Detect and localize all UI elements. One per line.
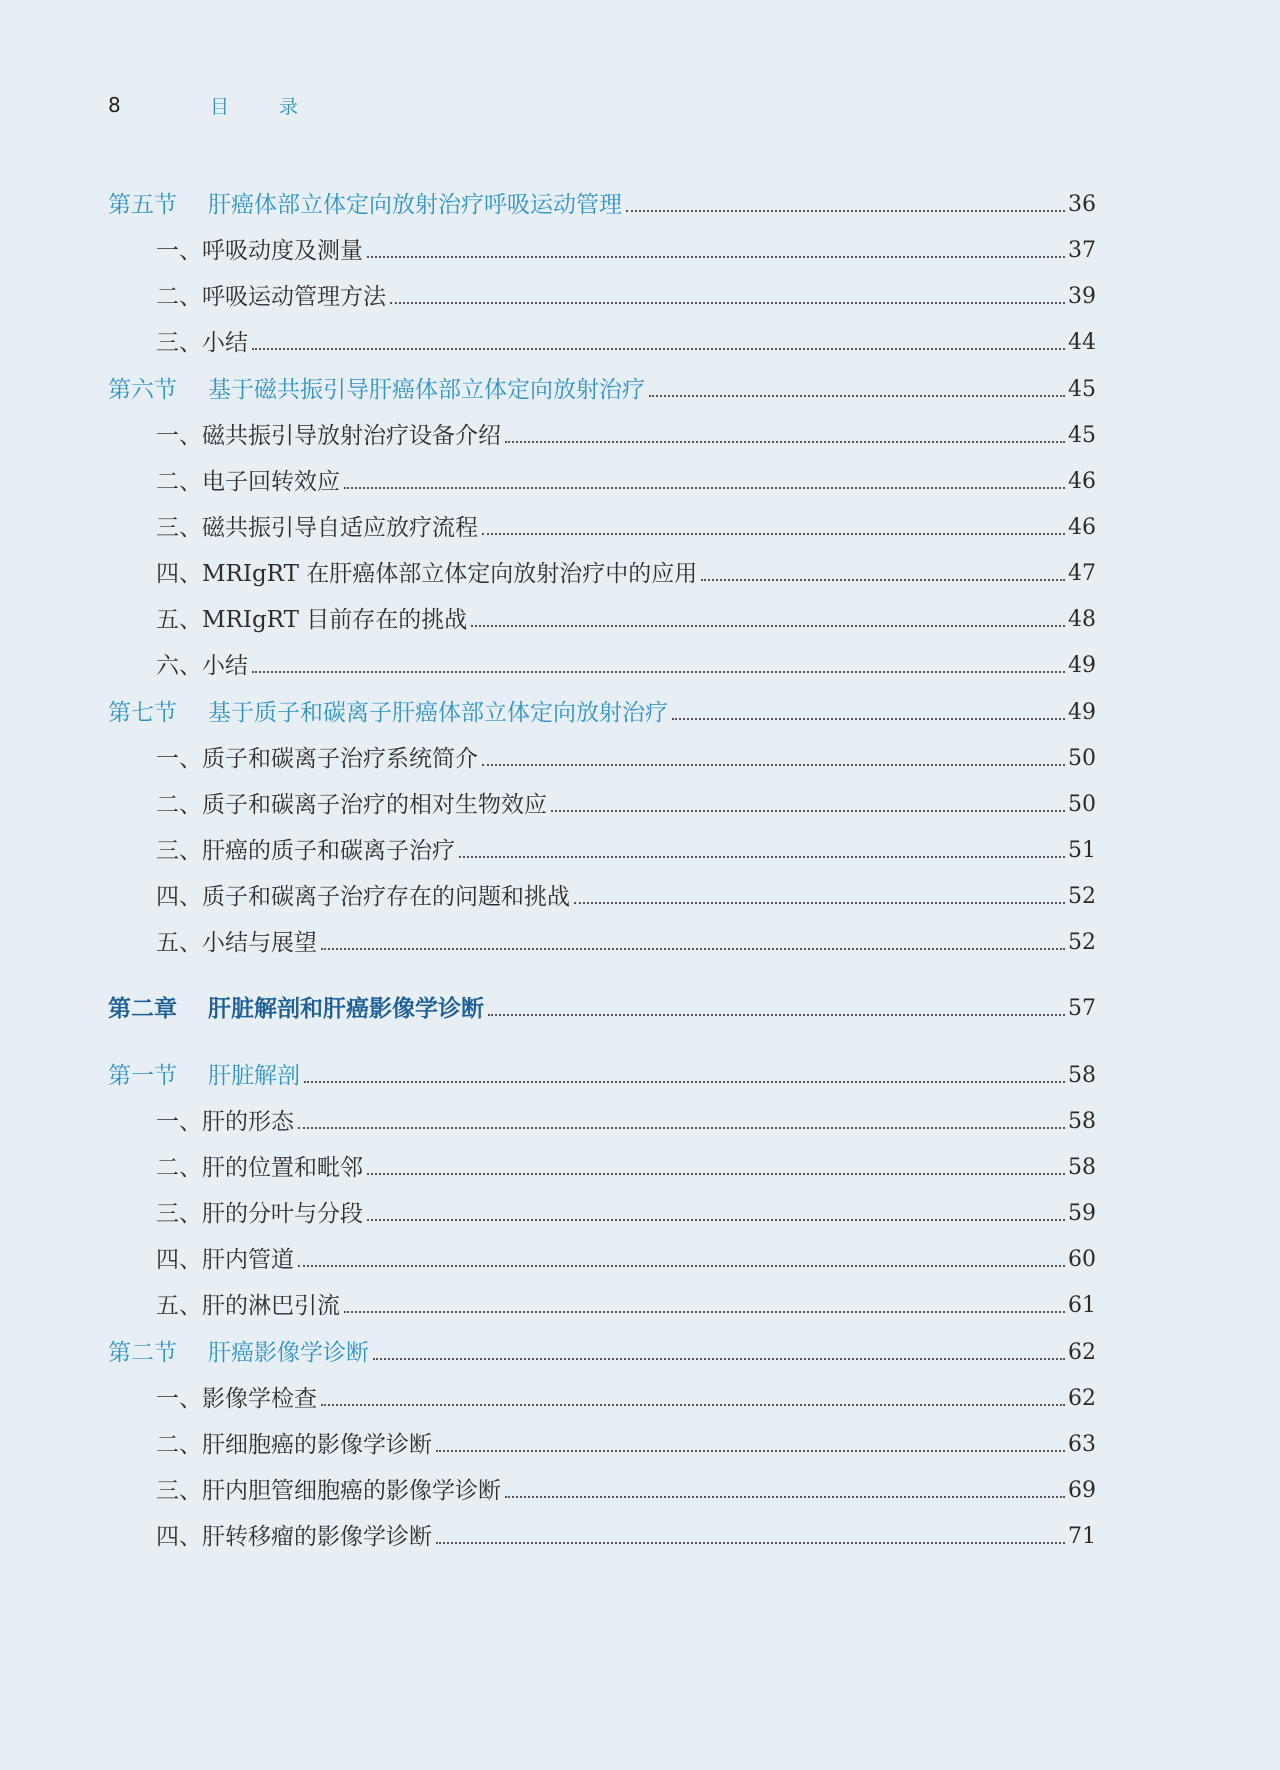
toc-entry-title bbox=[108, 1245, 294, 1275]
toc-page-number: 52 bbox=[1068, 884, 1096, 909]
toc-entry-title bbox=[108, 1199, 363, 1229]
toc-page-number: 58 bbox=[1068, 1109, 1096, 1134]
toc-entry-text: 一、影像学检查 bbox=[156, 1386, 317, 1412]
toc-item[interactable] bbox=[108, 232, 1096, 266]
toc-entry-text: 一、质子和碳离子治疗系统简介 bbox=[156, 746, 478, 772]
toc-page-number: 59 bbox=[1068, 1201, 1096, 1226]
toc-page-number: 46 bbox=[1068, 515, 1096, 540]
toc-page-number: 45 bbox=[1068, 377, 1096, 402]
dot-leader bbox=[436, 1541, 1065, 1544]
toc-entry-title bbox=[108, 421, 501, 451]
dot-leader bbox=[390, 301, 1065, 304]
dot-leader bbox=[298, 1264, 1065, 1267]
page-number: 8 bbox=[108, 93, 121, 117]
toc-item[interactable] bbox=[108, 324, 1096, 358]
toc-entry-text: 二、肝的位置和毗邻 bbox=[156, 1155, 363, 1181]
toc-entry-text: 肝脏解剖和肝癌影像学诊断 bbox=[208, 996, 484, 1022]
toc-entry-text: 五、小结与展望 bbox=[156, 930, 317, 956]
toc-page-number: 44 bbox=[1068, 330, 1096, 355]
toc-entry-title bbox=[108, 836, 455, 866]
toc-page-number: 58 bbox=[1068, 1155, 1096, 1180]
toc-item[interactable] bbox=[108, 1103, 1096, 1137]
toc-entry-text: 三、肝内胆管细胞癌的影像学诊断 bbox=[156, 1478, 501, 1504]
toc-entry-label: 第七节 bbox=[108, 700, 177, 726]
toc-entry-title bbox=[108, 375, 645, 405]
toc-entry-text: 三、磁共振引导自适应放疗流程 bbox=[156, 515, 478, 541]
toc-page-number: 48 bbox=[1068, 607, 1096, 632]
dot-leader bbox=[471, 624, 1065, 627]
toc-page-number: 69 bbox=[1068, 1478, 1096, 1503]
toc-item[interactable] bbox=[108, 509, 1096, 543]
dot-leader bbox=[344, 1310, 1065, 1313]
toc-page-number: 63 bbox=[1068, 1432, 1096, 1457]
toc-item[interactable] bbox=[108, 647, 1096, 681]
toc-entry-text: 一、肝的形态 bbox=[156, 1109, 294, 1135]
toc-item[interactable] bbox=[108, 278, 1096, 312]
dot-leader bbox=[482, 763, 1065, 766]
toc-entry-title bbox=[108, 467, 340, 497]
toc-entry-title bbox=[108, 1476, 501, 1506]
toc-entry-text: 二、电子回转效应 bbox=[156, 469, 340, 495]
toc-entry-text: 一、呼吸动度及测量 bbox=[156, 238, 363, 264]
toc-item[interactable] bbox=[108, 1426, 1096, 1460]
toc-item[interactable] bbox=[108, 924, 1096, 958]
dot-leader bbox=[459, 855, 1065, 858]
toc-entry-title bbox=[108, 698, 668, 728]
toc-entry-text: 三、肝癌的质子和碳离子治疗 bbox=[156, 838, 455, 864]
toc-entry-title bbox=[108, 236, 363, 266]
toc-item[interactable] bbox=[108, 601, 1096, 635]
toc-item[interactable] bbox=[108, 417, 1096, 451]
toc-entry-label: 第一节 bbox=[108, 1063, 177, 1089]
toc-entry-text: 三、肝的分叶与分段 bbox=[156, 1201, 363, 1227]
toc-entry-text: 一、磁共振引导放射治疗设备介绍 bbox=[156, 423, 501, 449]
toc-entry-title bbox=[108, 790, 547, 820]
dot-leader bbox=[367, 1172, 1065, 1175]
toc-section[interactable] bbox=[108, 694, 1096, 728]
toc-page-number: 46 bbox=[1068, 469, 1096, 494]
toc-item[interactable] bbox=[108, 1149, 1096, 1183]
toc-entry-title bbox=[108, 282, 386, 312]
toc-page-number: 71 bbox=[1068, 1524, 1096, 1549]
dot-leader bbox=[574, 901, 1065, 904]
toc-entry-text: 二、呼吸运动管理方法 bbox=[156, 284, 386, 310]
dot-leader bbox=[626, 209, 1065, 212]
dot-leader bbox=[649, 394, 1065, 397]
toc-entry-title bbox=[108, 1338, 369, 1368]
toc-item[interactable] bbox=[108, 832, 1096, 866]
dot-leader bbox=[321, 1403, 1065, 1406]
toc-entry-text: 肝癌影像学诊断 bbox=[208, 1340, 369, 1366]
toc-entry-text: 基于质子和碳离子肝癌体部立体定向放射治疗 bbox=[208, 700, 668, 726]
toc-entry-text: 四、质子和碳离子治疗存在的问题和挑战 bbox=[156, 884, 570, 910]
dot-leader bbox=[551, 809, 1065, 812]
toc-item[interactable] bbox=[108, 1380, 1096, 1414]
toc-entry-text: 四、MRIgRT 在肝癌体部立体定向放射治疗中的应用 bbox=[156, 561, 698, 587]
toc-page-number: 50 bbox=[1068, 792, 1096, 817]
toc-entry-text: 五、肝的淋巴引流 bbox=[156, 1293, 340, 1319]
dot-leader bbox=[672, 717, 1065, 720]
toc-section[interactable] bbox=[108, 1334, 1096, 1368]
toc-page-number: 60 bbox=[1068, 1247, 1096, 1272]
dot-leader bbox=[252, 347, 1065, 350]
toc-item[interactable] bbox=[108, 786, 1096, 820]
toc-entry-title bbox=[108, 928, 317, 958]
toc-item[interactable] bbox=[108, 878, 1096, 912]
toc-entry-title bbox=[108, 1522, 432, 1552]
toc-entry-title bbox=[108, 1153, 363, 1183]
toc-entry-text: 六、小结 bbox=[156, 653, 248, 679]
toc-item[interactable] bbox=[108, 1518, 1096, 1552]
toc-entry-title bbox=[108, 190, 622, 220]
toc-entry-text: 肝脏解剖 bbox=[208, 1063, 300, 1089]
dot-leader bbox=[482, 532, 1065, 535]
toc-entry-text: 三、小结 bbox=[156, 330, 248, 356]
toc-item[interactable] bbox=[108, 740, 1096, 774]
toc-entry-text: 基于磁共振引导肝癌体部立体定向放射治疗 bbox=[208, 377, 645, 403]
dot-leader bbox=[367, 1218, 1065, 1221]
toc-entry-text: 四、肝转移瘤的影像学诊断 bbox=[156, 1524, 432, 1550]
toc-section[interactable] bbox=[108, 1057, 1096, 1091]
toc-entry-title bbox=[108, 1384, 317, 1414]
toc-page-number: 58 bbox=[1068, 1063, 1096, 1088]
toc-entry-title bbox=[108, 605, 467, 635]
toc-item[interactable] bbox=[108, 463, 1096, 497]
toc-page-number: 49 bbox=[1068, 653, 1096, 678]
dot-leader bbox=[505, 440, 1065, 443]
toc-entry-label: 第六节 bbox=[108, 377, 177, 403]
toc-page-number: 62 bbox=[1068, 1386, 1096, 1411]
toc-entry-text: 四、肝内管道 bbox=[156, 1247, 294, 1273]
dot-leader bbox=[436, 1449, 1065, 1452]
dot-leader bbox=[373, 1357, 1065, 1360]
toc-item[interactable] bbox=[108, 1472, 1096, 1506]
toc-entry-text: 二、质子和碳离子治疗的相对生物效应 bbox=[156, 792, 547, 818]
toc-page-number: 62 bbox=[1068, 1340, 1096, 1365]
toc-entry-text: 二、肝细胞癌的影像学诊断 bbox=[156, 1432, 432, 1458]
toc-section[interactable] bbox=[108, 371, 1096, 405]
toc-page-number: 50 bbox=[1068, 746, 1096, 771]
toc-page-number: 45 bbox=[1068, 423, 1096, 448]
toc-page-number: 49 bbox=[1068, 700, 1096, 725]
toc-entry-title bbox=[108, 513, 478, 543]
toc-item[interactable] bbox=[108, 1241, 1096, 1275]
toc-section[interactable] bbox=[108, 186, 1096, 220]
dot-leader bbox=[304, 1080, 1065, 1083]
toc-entry-title bbox=[108, 328, 248, 358]
dot-leader bbox=[298, 1126, 1065, 1129]
toc-entry-title bbox=[108, 1061, 300, 1091]
toc-entry-title bbox=[108, 882, 570, 912]
toc-page-number: 57 bbox=[1068, 996, 1096, 1021]
dot-leader bbox=[701, 578, 1065, 581]
toc-page-number: 61 bbox=[1068, 1293, 1096, 1318]
toc-entry-text: 肝癌体部立体定向放射治疗呼吸运动管理 bbox=[208, 192, 622, 218]
toc-entry-title bbox=[108, 651, 248, 681]
toc-item[interactable] bbox=[108, 555, 1096, 589]
toc-item[interactable] bbox=[108, 1287, 1096, 1321]
dot-leader bbox=[488, 1013, 1065, 1016]
toc-entry-title bbox=[108, 1107, 294, 1137]
dot-leader bbox=[344, 486, 1065, 489]
toc-page-number: 47 bbox=[1068, 561, 1096, 586]
toc-page-number: 39 bbox=[1068, 284, 1096, 309]
toc-item[interactable] bbox=[108, 1195, 1096, 1229]
dot-leader bbox=[505, 1495, 1065, 1498]
dot-leader bbox=[321, 947, 1065, 950]
dot-leader bbox=[252, 670, 1065, 673]
toc-chapter[interactable] bbox=[108, 990, 1096, 1024]
dot-leader bbox=[367, 255, 1065, 258]
toc-entry-title bbox=[108, 744, 478, 774]
toc-entry-label: 第五节 bbox=[108, 192, 177, 218]
toc-page-number: 37 bbox=[1068, 238, 1096, 263]
toc-page-number: 51 bbox=[1068, 838, 1096, 863]
toc-entry-title bbox=[108, 559, 697, 589]
toc-entry-label: 第二章 bbox=[108, 996, 177, 1022]
toc-entry-title bbox=[108, 1430, 432, 1460]
toc-entry-title bbox=[108, 994, 484, 1024]
toc-entry-label: 第二节 bbox=[108, 1340, 177, 1366]
toc-page-number: 52 bbox=[1068, 930, 1096, 955]
toc-page-number: 36 bbox=[1068, 192, 1096, 217]
toc-entry-text: 五、MRIgRT 目前存在的挑战 bbox=[156, 607, 468, 633]
running-head-title: 目 录 bbox=[210, 95, 321, 118]
toc-entry-title bbox=[108, 1291, 340, 1321]
